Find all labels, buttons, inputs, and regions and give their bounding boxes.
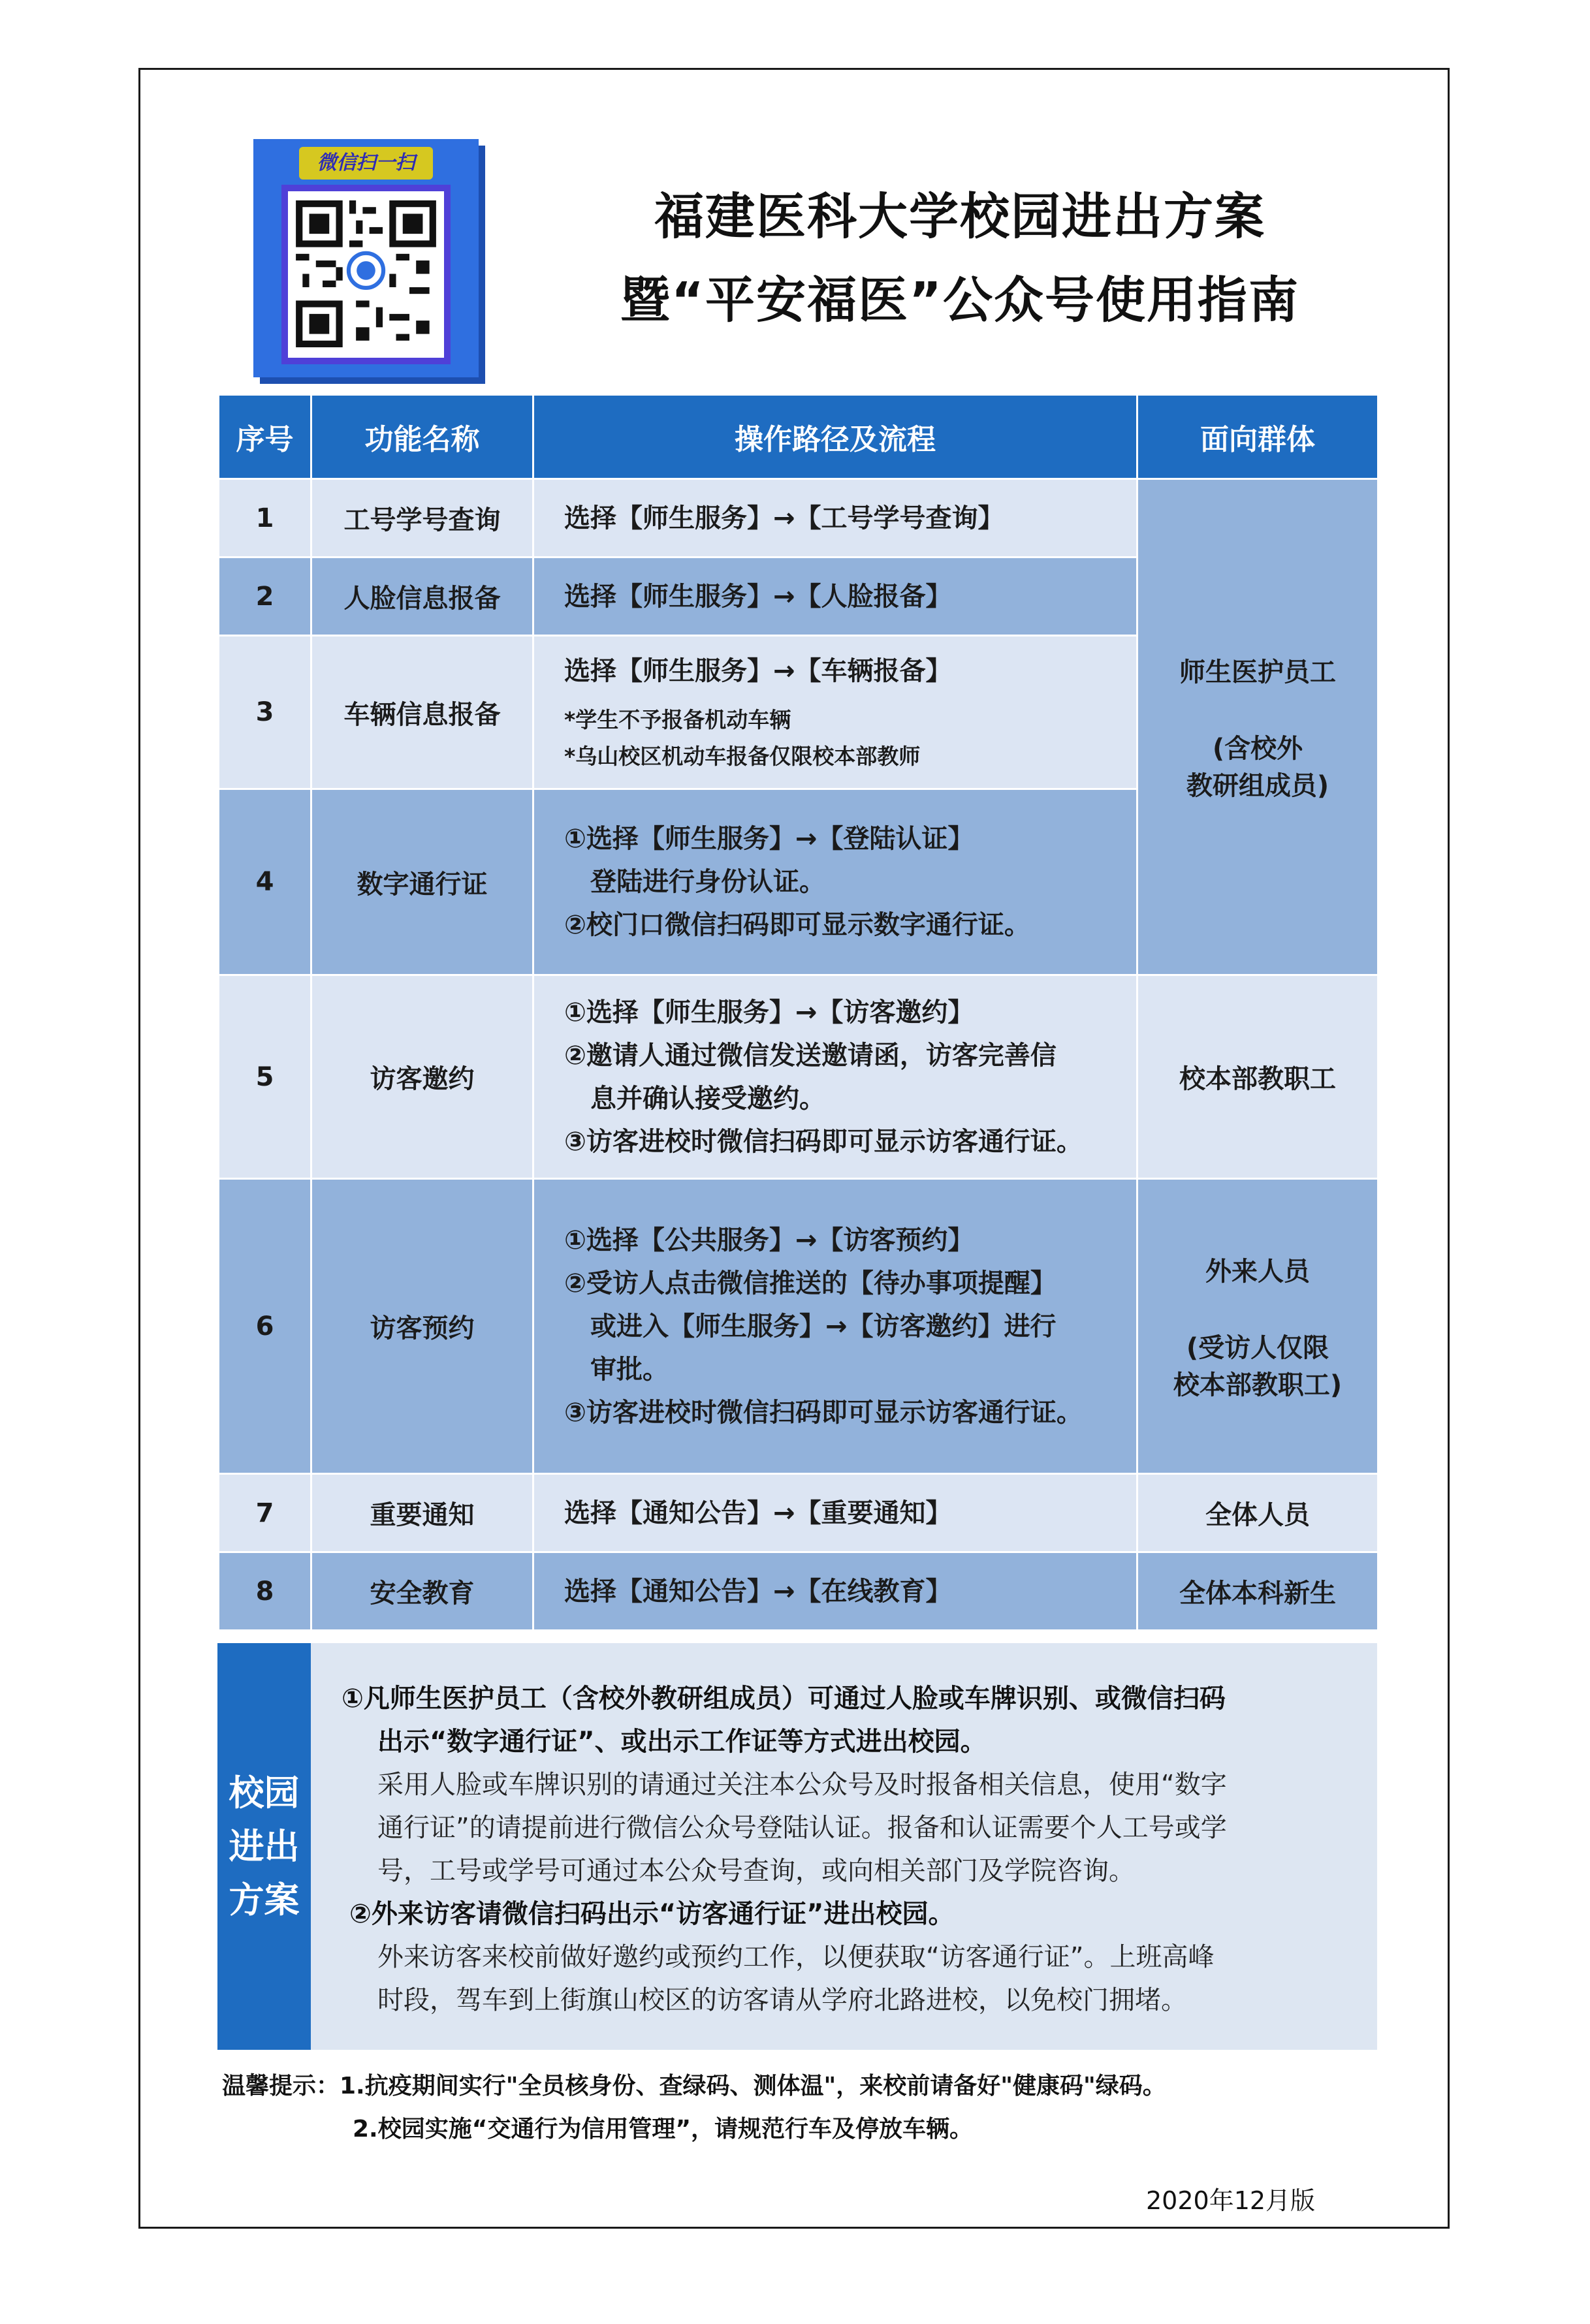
audience-line: 教研组成员) [1186,771,1329,801]
row-name: 重要通知 [311,1474,533,1552]
row-num: 2 [219,557,311,636]
path-line: ③访客进校时微信扫码即可显示访客通行证。 [564,1397,1083,1428]
warm-tips [222,2065,1166,2151]
path-line: 选择【师生服务】→【人脸报备】 [564,581,952,612]
tip-line: 温馨提示：1.抗疫期间实行"全员核身份、查绿码、测体温"，来校前请备好"健康码"绿码。 [222,2073,1166,2099]
audience-freshmen: 全体本科新生 [1137,1552,1378,1631]
path-line: 选择【通知公告】→【在线教育】 [564,1576,952,1607]
plan-text: 通行证”的请提前进行微信公众号登陆认证。报备和认证需要个人工号或学 [377,1813,1227,1843]
row-path [533,789,1137,975]
path-line: 审批。 [590,1354,669,1385]
table-header-row [219,395,1378,479]
header-name: 功能名称 [311,395,533,479]
path-line: ①选择【师生服务】→【登陆认证】 [564,824,974,854]
page-title [535,175,1384,342]
path-line: 选择【师生服务】→【工号学号查询】 [564,503,1004,533]
header-num: 序号 [219,395,311,479]
row-name: 访客预约 [311,1179,533,1474]
path-note: *乌山校区机动车报备仅限校本部教师 [564,744,921,769]
audience-line: 外来人员 [1205,1257,1310,1287]
path-note: *学生不予报备机动车辆 [564,707,791,732]
row-name: 车辆信息报备 [311,636,533,789]
plan-point-1-heading: ①凡师生医护员工（含校外教研组成员）可通过人脸或车牌识别、或微信扫码 [342,1684,1226,1714]
row-path [533,636,1137,789]
path-line: 选择【师生服务】→【车辆报备】 [564,656,952,686]
path-line: ③访客进校时微信扫码即可显示访客通行证。 [564,1126,1083,1157]
plan-body [342,1677,1360,2022]
row-name: 工号学号查询 [311,479,533,557]
row-path [533,1474,1137,1552]
audience-line: (受访人仅限 [1186,1333,1329,1363]
qr-code-icon [296,200,436,347]
row-path [533,975,1137,1179]
audience-line: 师生医护员工 [1179,657,1336,687]
row-path [533,557,1137,636]
plan-point-2-heading: ②外来访客请微信扫码出示“访客通行证”进出校园。 [349,1899,955,1929]
audience-hq-staff: 校本部教职工 [1137,975,1378,1179]
audience-visitors [1137,1179,1378,1474]
edition-date: 2020年12月版 [1146,2186,1316,2215]
row-num: 7 [219,1474,311,1552]
table-row [219,479,1378,557]
plan-text: 时段，驾车到上街旗山校区的访客请从学府北路进校，以免校门拥堵。 [377,1985,1187,2015]
function-table [217,394,1379,1631]
path-line: ①选择【师生服务】→【访客邀约】 [564,997,974,1028]
path-line: 选择【通知公告】→【重要通知】 [564,1498,952,1528]
title-line-1: 福建医科大学校园进出方案 [654,187,1265,245]
table-row [219,1474,1378,1552]
path-line: 登陆进行身份认证。 [590,867,825,897]
row-num: 8 [219,1552,311,1631]
plan-text: 外来访客来校前做好邀约或预约工作，以便获取“访客通行证”。上班高峰 [377,1942,1215,1972]
row-num: 1 [219,479,311,557]
tip-line: 2.校园实施“交通行为信用管理”，请规范行车及停放车辆。 [353,2116,974,2143]
row-num: 6 [219,1179,311,1474]
row-path [533,479,1137,557]
qr-code [281,185,451,364]
header-audience: 面向群体 [1137,395,1378,479]
row-name: 数字通行证 [311,789,533,975]
plan-side-line: 方案 [229,1879,300,1921]
path-line: ②受访人点击微信推送的【待办事项提醒】 [564,1268,1057,1298]
table-row [219,975,1378,1179]
row-num: 3 [219,636,311,789]
path-line: ②校门口微信扫码即可显示数字通行证。 [564,910,1030,940]
audience-staff [1137,479,1378,975]
row-path [533,1179,1137,1474]
plan-side-line: 进出 [229,1825,300,1867]
table-row [219,1552,1378,1631]
audience-line: 校本部教职工) [1173,1370,1343,1400]
row-num: 5 [219,975,311,1179]
path-line: ①选择【公共服务】→【访客预约】 [564,1225,974,1255]
plan-side-line: 校园 [229,1772,300,1814]
qr-banner: 微信扫一扫 [299,147,433,180]
audience-all: 全体人员 [1137,1474,1378,1552]
row-name: 人脸信息报备 [311,557,533,636]
plan-text: 号，工号或学号可通过本公众号查询，或向相关部门及学院咨询。 [377,1856,1135,1886]
header-path: 操作路径及流程 [533,395,1137,479]
row-num: 4 [219,789,311,975]
plan-side-label [217,1643,311,2050]
path-line: 息并确认接受邀约。 [590,1083,825,1114]
plan-point-1-heading-cont: 出示“数字通行证”、或出示工作证等方式进出校园。 [377,1727,987,1757]
row-name: 安全教育 [311,1552,533,1631]
audience-line: (含校外 [1212,734,1303,764]
table-row [219,1179,1378,1474]
wechat-qr-card [253,139,479,377]
path-line: ②邀请人通过微信发送邀请函，访客完善信 [564,1040,1057,1071]
path-line: 或进入【师生服务】→【访客邀约】进行 [590,1311,1057,1342]
row-name: 访客邀约 [311,975,533,1179]
title-line-2: 暨“平安福医”公众号使用指南 [620,271,1299,329]
row-path [533,1552,1137,1631]
plan-text: 采用人脸或车牌识别的请通过关注本公众号及时报备相关信息，使用“数字 [377,1770,1227,1800]
campus-access-plan [217,1643,1377,2050]
